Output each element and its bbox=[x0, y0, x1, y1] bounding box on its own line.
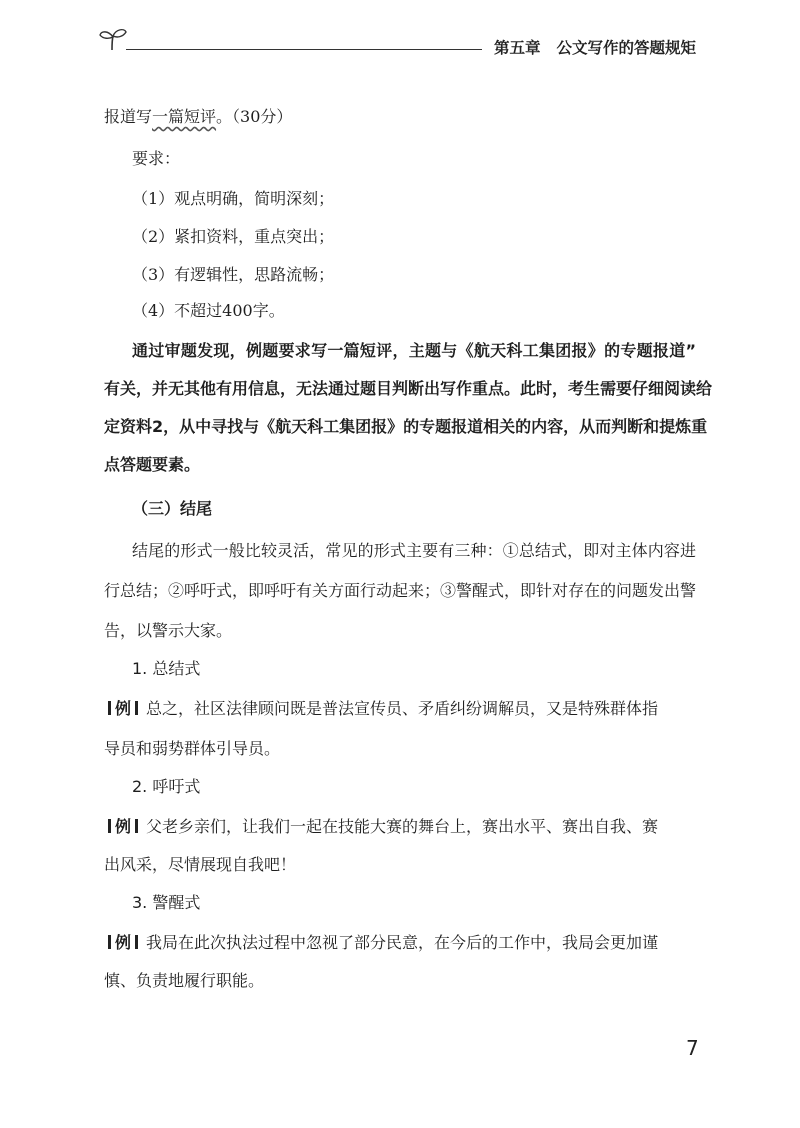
requirement-item: （3）有逻辑性，思路流畅； bbox=[132, 265, 335, 284]
requirement-item: （4）不超过400字。 bbox=[132, 301, 285, 320]
requirement-item: （1）观点明确，简明深刻； bbox=[132, 189, 335, 208]
example-line: 例 父老乡亲们，让我们一起在技能大赛的舞台上，赛出水平、赛出自我、赛 bbox=[104, 814, 696, 837]
example-line: 例 我局在此次执法过程中忽视了部分民意，在今后的工作中，我局会更加谨 bbox=[104, 930, 696, 953]
section-heading: （三）结尾 bbox=[132, 499, 213, 518]
analysis-line: 有关，并无其他有用信息，无法通过题目判断出写作重点。此时，考生需要仔细阅读给 bbox=[104, 379, 713, 398]
body-line: 行总结；②呼吁式，即呼吁有关方面行动起来；③警醒式，即针对存在的问题发出警 bbox=[104, 581, 697, 600]
header-title: 公文写作的答题规矩 bbox=[556, 39, 696, 57]
body-line: 告，以警示大家。 bbox=[104, 621, 233, 640]
header-rule bbox=[126, 49, 482, 50]
body-line: 结尾的形式一般比较灵活，常见的形式主要有三种：①总结式，即对主体内容进 bbox=[132, 541, 696, 560]
requirements-label: 要求： bbox=[132, 149, 181, 168]
example-tag: 例 bbox=[104, 817, 142, 836]
example-tag: 例 bbox=[104, 933, 142, 952]
running-header bbox=[494, 36, 696, 58]
example-line: 慎、负责地履行职能。 bbox=[104, 971, 265, 990]
page-number: 7 bbox=[686, 1036, 699, 1060]
analysis-line: 定资料2，从中寻找与《航天科工集团报》的专题报道相关的内容，从而判断和提炼重 bbox=[104, 417, 708, 436]
requirement-item: （2）紧扣资料，重点突出； bbox=[132, 227, 335, 246]
example-line: 例 总之，社区法律顾问既是普法宣传员、矛盾纠纷调解员，又是特殊群体指 bbox=[104, 696, 696, 719]
subheading: 3. 警醒式 bbox=[132, 893, 201, 912]
header-chapter: 第五章 bbox=[493, 39, 541, 57]
analysis-line: 点答题要素。 bbox=[104, 455, 201, 474]
wavy-underlined-text: 一篇短评 bbox=[152, 107, 217, 126]
text-line: 报道写一篇短评。（30分） bbox=[104, 107, 293, 126]
analysis-line: 通过审题发现，例题要求写一篇短评，主题与《航天科工集团报》的专题报道” bbox=[132, 341, 696, 360]
example-tag: 例 bbox=[104, 699, 142, 718]
example-line: 导员和弱势群体引导员。 bbox=[104, 739, 281, 758]
example-line: 出风采，尽情展现自我吧！ bbox=[104, 855, 297, 874]
subheading: 1. 总结式 bbox=[132, 659, 201, 678]
sprout-icon bbox=[98, 26, 128, 52]
subheading: 2. 呼吁式 bbox=[132, 777, 201, 796]
